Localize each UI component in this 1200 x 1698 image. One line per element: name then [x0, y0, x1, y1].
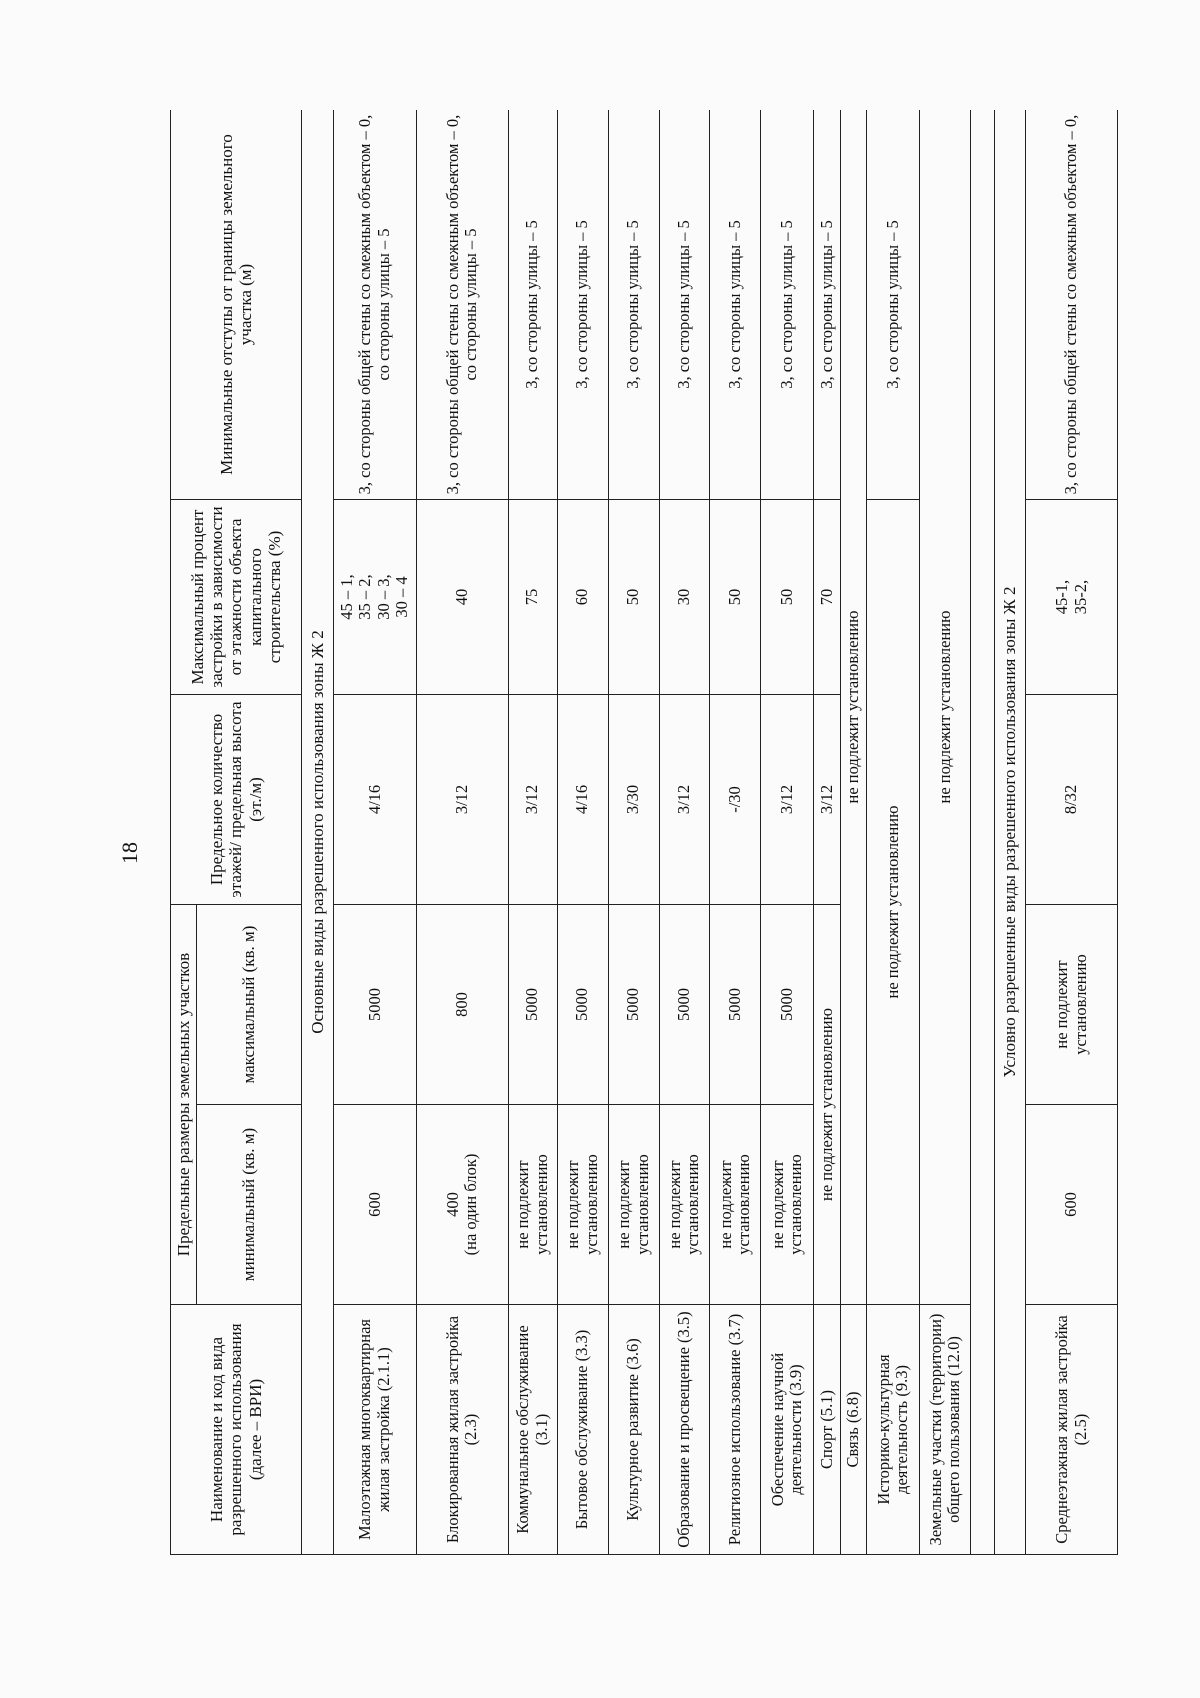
row-name: Религиозное использование (3.7)	[710, 1305, 761, 1555]
row-percent: 50	[710, 500, 761, 695]
row-floors: 8/32	[1026, 695, 1118, 905]
table-row	[608, 110, 659, 1555]
row-max-area: 5000	[333, 905, 417, 1105]
table-row	[867, 110, 920, 1555]
row-min-area: не подлежит установлению	[710, 1105, 761, 1305]
row-merged-value: не подлежит установлению	[814, 905, 840, 1305]
row-floors: 3/12	[417, 695, 509, 905]
row-min-area: 600	[333, 1105, 417, 1305]
row-percent: 70	[814, 500, 840, 695]
row-percent: 45 – 1, 35 – 2, 30 – 3, 30 – 4	[333, 500, 417, 695]
row-percent: 50	[608, 500, 659, 695]
row-floors: 3/30	[608, 695, 659, 905]
row-name: Малоэтажная многоквартирная жилая застройка (2.1.1)	[333, 1305, 417, 1555]
table-row	[333, 110, 417, 1555]
row-max-area: 800	[417, 905, 509, 1105]
row-merged-value: не подлежит установлению	[867, 500, 920, 1305]
table-row	[557, 110, 608, 1555]
zoning-table	[170, 110, 1118, 1555]
zoning-table-container	[170, 110, 1118, 1555]
row-max-area: 5000	[508, 905, 557, 1105]
header-setbacks: Минимальные отступы от границы земельного участка (м)	[171, 110, 302, 500]
row-max-area: 5000	[761, 905, 814, 1105]
table-row	[761, 110, 814, 1555]
row-name: Среднеэтажная жилая застройка (2.5)	[1026, 1305, 1118, 1555]
table-row	[710, 110, 761, 1555]
header-plot-sizes: Предельные размеры земельных участков	[171, 905, 197, 1305]
row-floors: -/30	[710, 695, 761, 905]
row-percent: 40	[417, 500, 509, 695]
row-floors: 3/12	[508, 695, 557, 905]
table-row	[659, 110, 710, 1555]
row-max-area: 5000	[557, 905, 608, 1105]
row-percent: 30	[659, 500, 710, 695]
row-setback: 3, со стороны общей стены со смежным объектом – 0, со стороны улицы – 5	[333, 110, 417, 500]
row-name: Историко-культурная деятельность (9.3)	[867, 1305, 920, 1555]
row-percent: 45-1, 35-2,	[1026, 500, 1118, 695]
header-floors-height: Предельное количество этажей/ предельная высота (эт./м)	[171, 695, 302, 905]
header-name: Наименование и код вида разрешенного использования (далее – ВРИ)	[171, 1305, 302, 1555]
row-min-area: не подлежит установлению	[608, 1105, 659, 1305]
row-floors: 4/16	[557, 695, 608, 905]
row-min-area: не подлежит установлению	[508, 1105, 557, 1305]
row-name: Связь (6.8)	[840, 1305, 866, 1555]
row-min-area: не подлежит установлению	[557, 1105, 608, 1305]
row-setback: 3, со стороны улицы – 5	[814, 110, 840, 500]
row-setback: 3, со стороны улицы – 5	[867, 110, 920, 500]
row-max-area: 5000	[710, 905, 761, 1105]
row-percent: 60	[557, 500, 608, 695]
row-setback: 3, со стороны улицы – 5	[608, 110, 659, 500]
row-max-area: 5000	[608, 905, 659, 1105]
row-name: Коммунальное обслуживание (3.1)	[508, 1305, 557, 1555]
table-row	[920, 110, 971, 1555]
table-row	[840, 110, 866, 1555]
row-merged-value: не подлежит установлению	[840, 110, 866, 1305]
row-name: Спорт (5.1)	[814, 1305, 840, 1555]
row-setback: 3, со стороны улицы – 5	[761, 110, 814, 500]
row-min-area: 600	[1026, 1105, 1118, 1305]
row-setback: 3, со стороны улицы – 5	[557, 110, 608, 500]
row-name: Культурное развитие (3.6)	[608, 1305, 659, 1555]
row-floors: 3/12	[814, 695, 840, 905]
row-setback: 3, со стороны общей стены со смежным объектом – 0,	[1026, 110, 1118, 500]
row-min-area: 400 (на один блок)	[417, 1105, 509, 1305]
row-setback: 3, со стороны улицы – 5	[508, 110, 557, 500]
row-setback: 3, со стороны улицы – 5	[659, 110, 710, 500]
row-max-area: 5000	[659, 905, 710, 1105]
row-min-area: не подлежит установлению	[659, 1105, 710, 1305]
blank-row	[971, 110, 994, 1555]
header-min-area: минимальный (кв. м)	[197, 1105, 302, 1305]
section-conditional-title: Условно разрешенные виды разрешенного использования зоны Ж 2	[994, 110, 1026, 1555]
row-floors: 4/16	[333, 695, 417, 905]
row-floors: 3/12	[659, 695, 710, 905]
row-setback: 3, со стороны общей стены со смежным объектом – 0, со стороны улицы – 5	[417, 110, 509, 500]
row-max-area: не подлежит установлению	[1026, 905, 1118, 1105]
row-name: Бытовое обслуживание (3.3)	[557, 1305, 608, 1555]
table-row	[1026, 110, 1118, 1555]
row-percent: 50	[761, 500, 814, 695]
row-setback: 3, со стороны улицы – 5	[710, 110, 761, 500]
table-row	[814, 110, 840, 1555]
row-min-area: не подлежит установлению	[761, 1105, 814, 1305]
row-name: Обеспечение научной деятельности (3.9)	[761, 1305, 814, 1555]
row-name: Образование и просвещение (3.5)	[659, 1305, 710, 1555]
table-row	[508, 110, 557, 1555]
row-floors: 3/12	[761, 695, 814, 905]
row-merged-value: не подлежит установлению	[920, 110, 971, 1305]
header-max-area: максимальный (кв. м)	[197, 905, 302, 1105]
row-name: Земельные участки (территории) общего пользования (12.0)	[920, 1305, 971, 1555]
page-number: 18	[117, 842, 142, 864]
row-percent: 75	[508, 500, 557, 695]
header-max-percent: Максимальный процент застройки в зависимости от этажности объекта капитального строительства (%)	[171, 500, 302, 695]
table-row	[417, 110, 509, 1555]
section-main-title: Основные виды разрешенного использования зоны Ж 2	[302, 110, 334, 1555]
row-name: Блокированная жилая застройка (2.3)	[417, 1305, 509, 1555]
